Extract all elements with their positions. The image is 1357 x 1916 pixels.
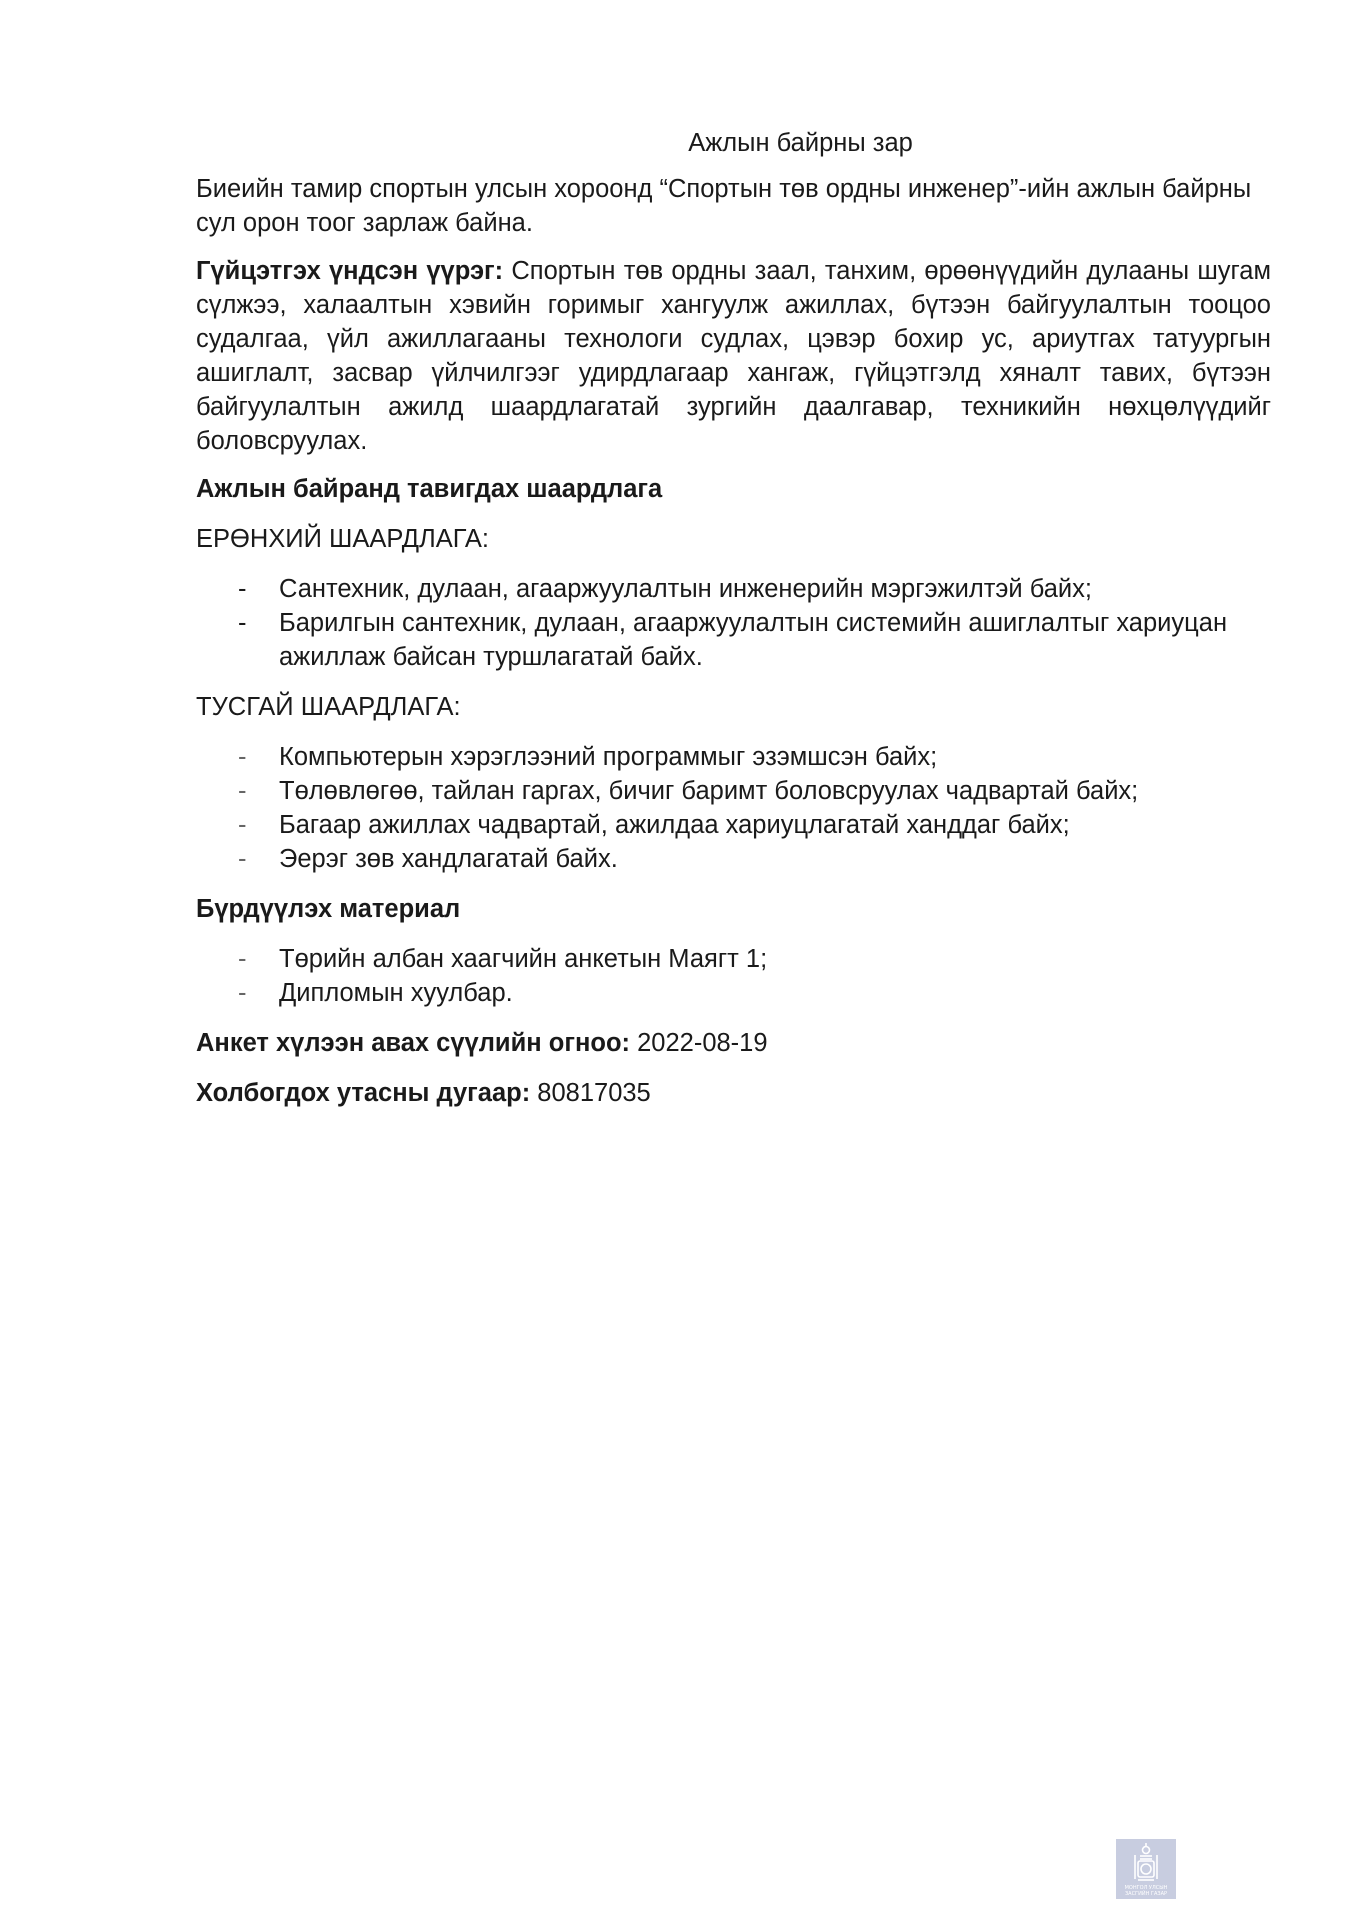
- list-item-text: Дипломын хуулбар.: [279, 979, 513, 1007]
- list-item-text: Төрийн албан хаагчийн анкетын Маягт 1;: [279, 945, 768, 973]
- list-item: [196, 842, 1271, 876]
- list-item: [196, 942, 1271, 976]
- government-emblem-logo: [1116, 1839, 1176, 1899]
- general-requirements-heading: ЕРӨНХИЙ ШААРДЛАГА:: [196, 525, 489, 553]
- dash-bullet: -: [238, 777, 247, 805]
- list-item-text: Компьютерын хэрэглээний программыг эзэмшсэн байх;: [279, 743, 938, 771]
- page-title: Ажлын байрны зар: [688, 129, 913, 157]
- dash-bullet: -: [238, 845, 247, 873]
- list-item: [196, 774, 1271, 808]
- list-item: [196, 976, 1271, 1010]
- dash-bullet: -: [238, 743, 247, 771]
- dash-bullet: -: [238, 609, 247, 637]
- duties-paragraph: [196, 254, 1271, 458]
- phone-line: [196, 1076, 1271, 1110]
- list-item-text: Сантехник, дулаан, агааржуулалтын инженерийн мэргэжилтэй байх;: [279, 575, 1092, 603]
- job-posting-document: [196, 126, 1271, 1126]
- general-requirements-list: [196, 572, 1271, 674]
- list-item: [196, 740, 1271, 774]
- requirements-heading: Ажлын байранд тавигдах шаардлага: [196, 475, 663, 503]
- dash-bullet: -: [238, 575, 247, 603]
- dash-bullet: -: [238, 945, 247, 973]
- list-item: [196, 606, 1271, 674]
- dash-bullet: -: [238, 979, 247, 1007]
- list-item-text: Барилгын сантехник, дулаан, агааржуулалтын системийн ашиглалтыг хариуцан ажиллаж байсан туршлагатай байх.: [279, 609, 1228, 671]
- dash-bullet: -: [238, 811, 247, 839]
- deadline-label: Анкет хүлээн авах сүүлийн огноо:: [196, 1029, 631, 1057]
- duties-label: Гүйцэтгэх үндсэн үүрэг:: [196, 257, 504, 285]
- emblem-text-line2: ЗАСГИЙН ГАЗАР: [1124, 1891, 1168, 1897]
- deadline-value: 2022-08-19: [630, 1029, 768, 1057]
- list-item: [196, 808, 1271, 842]
- deadline-line: [196, 1026, 1271, 1060]
- materials-heading: Бүрдүүлэх материал: [196, 895, 461, 923]
- duties-text: Спортын төв ордны заал, танхим, өрөөнүүдийн дулааны шугам сүлжээ, халаалтын хэвийн горимыг хангуулж ажиллах, бүтээн байгуулалтын тооцоо судалгаа, үйл ажиллагааны технологи судлах, цэвэр бохир ус, ариутгах татуургын ашиглалт, засвар үйлчилгээг удирдлагаар хангаж, гүйцэтгэлд хяналт тавих, бүтээн байгуулалтын ажилд шаардлагатай зургийн даалгавар, техникийн нөхцөлүүдийг боловсруулах.: [196, 257, 1272, 455]
- list-item-text: Багаар ажиллах чадвартай, ажилдаа хариуцлагатай ханддаг байх;: [279, 811, 1070, 839]
- special-requirements-heading: ТУСГАЙ ШААРДЛАГА:: [196, 693, 461, 721]
- materials-list: [196, 942, 1271, 1010]
- phone-value: 80817035: [530, 1079, 651, 1107]
- list-item: [196, 572, 1271, 606]
- emblem-text-line1: МОНГОЛ УЛСЫН: [1124, 1885, 1168, 1891]
- intro-paragraph: Биеийн тамир спортын улсын хороонд “Спортын төв ордны инженер”-ийн ажлын байрны сул орон тоог зарлаж байна.: [196, 175, 1252, 237]
- phone-label: Холбогдох утасны дугаар:: [196, 1079, 531, 1107]
- list-item-text: Эерэг зөв хандлагатай байх.: [279, 845, 618, 873]
- soyombo-icon: [1116, 1839, 1176, 1899]
- list-item-text: Төлөвлөгөө, тайлан гаргах, бичиг баримт боловсруулах чадвартай байх;: [279, 777, 1139, 805]
- special-requirements-list: [196, 740, 1271, 876]
